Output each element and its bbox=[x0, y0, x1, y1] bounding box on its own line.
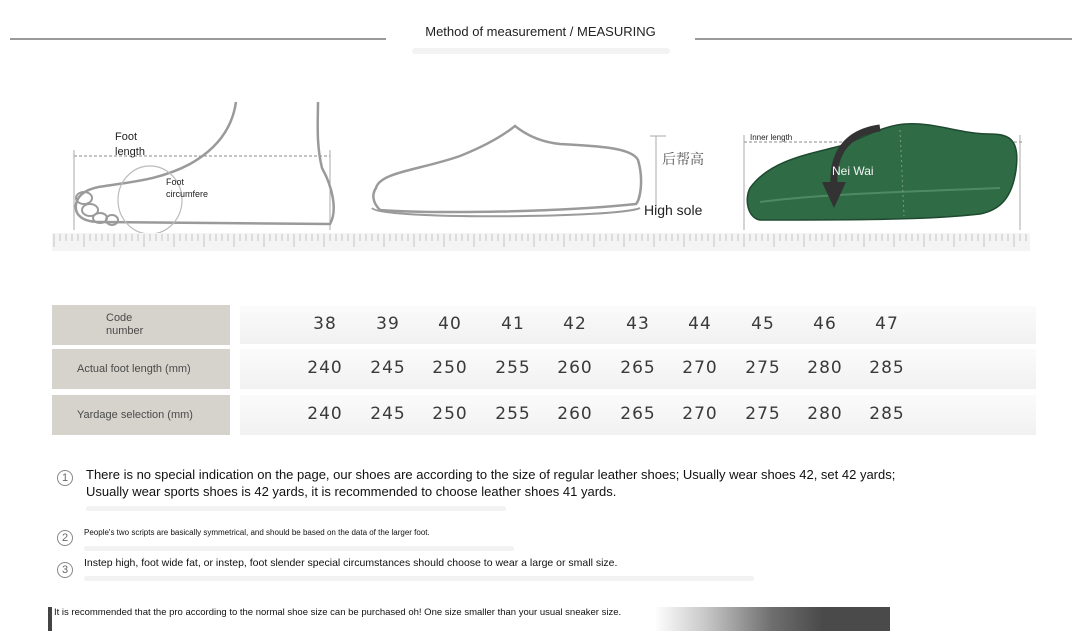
foot-length-label: Foot length bbox=[115, 131, 145, 158]
table-cell: 42 bbox=[563, 314, 587, 334]
table-cell: 250 bbox=[432, 358, 468, 378]
table-cell: 285 bbox=[869, 404, 905, 424]
note-number-2: 2 bbox=[57, 530, 73, 546]
nei-wai-label: Nei Wai bbox=[832, 164, 874, 178]
table-cell: 275 bbox=[745, 358, 781, 378]
toes-outline bbox=[76, 192, 118, 225]
inner-length-label: Inner length bbox=[750, 133, 793, 142]
table-cell: 280 bbox=[807, 404, 843, 424]
table-cell: 46 bbox=[813, 314, 837, 334]
note-2-text: People's two scripts are basically symmetrical, and should be based on the data of the larger foot. bbox=[84, 528, 430, 537]
heel-height-label: 后帮高 bbox=[662, 151, 704, 167]
table-cell: 240 bbox=[307, 404, 343, 424]
table-cell: 41 bbox=[501, 314, 525, 334]
note-3-text: Instep high, foot wide fat, or instep, foot slender special circumstances should choose to wear a large or small size. bbox=[84, 557, 618, 569]
note-number-3: 3 bbox=[57, 562, 73, 578]
table-row-header-actual: Actual foot length (mm) bbox=[52, 349, 230, 389]
table-cell: 38 bbox=[313, 314, 337, 334]
table-cell: 280 bbox=[807, 358, 843, 378]
table-cell: 275 bbox=[745, 404, 781, 424]
footer-text: It is recommended that the pro according to the normal shoe size can be purchased oh! One size smaller than your usual sneaker size. bbox=[54, 607, 622, 618]
high-sole-label: High sole bbox=[644, 202, 703, 218]
table-cell: 260 bbox=[557, 404, 593, 424]
note-1-text: There is no special indication on the page, our shoes are according to the size of regular leather shoes; Usually wear shoes 42, set 42 yards; Usually wear sports shoes is 42 yards, it is recommended to choose leather shoes 41 yards. bbox=[86, 467, 896, 499]
table-cell: 265 bbox=[620, 358, 656, 378]
faded-line bbox=[86, 506, 506, 511]
table-cell: 43 bbox=[626, 314, 650, 334]
table-cell: 44 bbox=[688, 314, 712, 334]
faded-line bbox=[84, 576, 754, 581]
faded-line bbox=[84, 546, 514, 551]
table-cell: 265 bbox=[620, 404, 656, 424]
table-cell: 255 bbox=[495, 358, 531, 378]
foot-outline bbox=[76, 102, 334, 224]
measurement-illustrations bbox=[0, 90, 1080, 240]
shoe-outline bbox=[373, 126, 641, 212]
ruler bbox=[52, 231, 1030, 253]
faded-subtitle bbox=[412, 48, 670, 54]
table-cell: 270 bbox=[682, 358, 718, 378]
table-cell: 250 bbox=[432, 404, 468, 424]
table-cell: 47 bbox=[875, 314, 899, 334]
table-cell: 270 bbox=[682, 404, 718, 424]
header-rule-left bbox=[10, 38, 386, 40]
header-rule-right bbox=[695, 38, 1072, 40]
table-cell: 255 bbox=[495, 404, 531, 424]
footer-marker bbox=[48, 607, 52, 631]
page-title: Method of measurement / MEASURING bbox=[425, 24, 656, 39]
table-cell: 245 bbox=[370, 358, 406, 378]
table-cell: 39 bbox=[376, 314, 400, 334]
note-number-1: 1 bbox=[57, 470, 73, 486]
table-cell: 240 bbox=[307, 358, 343, 378]
table-cell: 260 bbox=[557, 358, 593, 378]
table-row-header-code: Code number bbox=[52, 305, 230, 345]
table-cell: 40 bbox=[438, 314, 462, 334]
table-cell: 285 bbox=[869, 358, 905, 378]
table-row-header-yardage: Yardage selection (mm) bbox=[52, 395, 230, 435]
table-cell: 245 bbox=[370, 404, 406, 424]
foot-circumference-label: Foot circumfere bbox=[166, 177, 209, 199]
table-cell: 45 bbox=[751, 314, 775, 334]
